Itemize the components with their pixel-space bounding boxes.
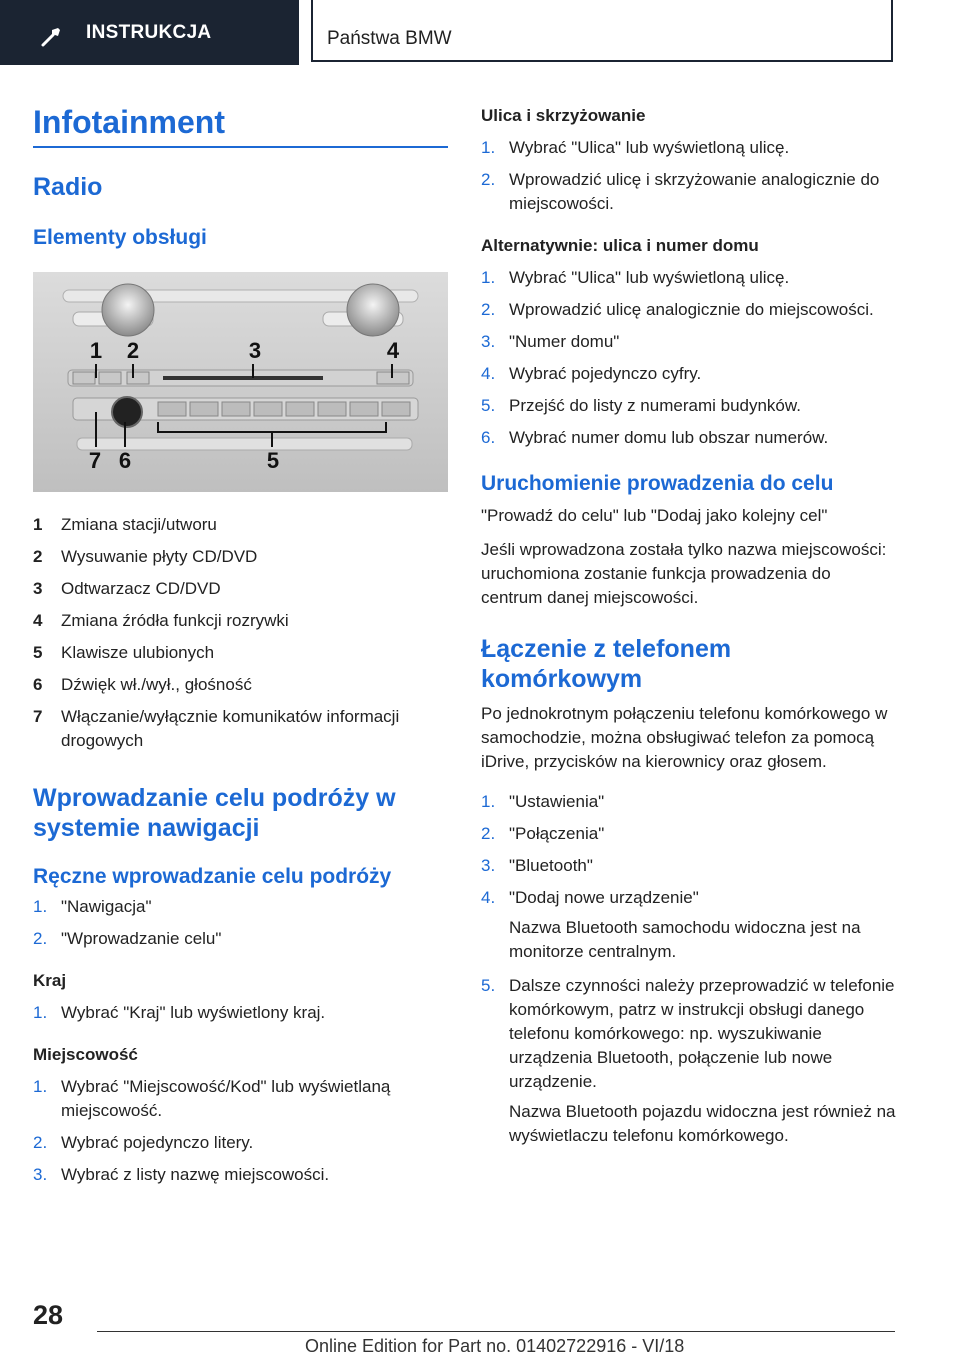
alternative-heading: Alternatywnie: ulica i numer domu <box>481 236 759 255</box>
list-item: 2. "Wprowadzanie celu" <box>33 929 222 948</box>
list-item: 6. Wybrać numer domu lub obszar numerów. <box>481 428 829 447</box>
list-item: 1. Wybrać "Kraj" lub wyświetlony kraj. <box>33 1003 326 1022</box>
list-item: 2. Wprowadzić ulicę i skrzyżowanie analogicznie do miejscowości. <box>481 170 880 213</box>
legend-item: 6 Dźwięk wł./wył., głośność <box>33 675 252 694</box>
list-item: 3. Wybrać z listy nazwę miejscowości. <box>33 1165 330 1184</box>
list-item: 2. Wprowadzić ulicę analogicznie do miejscowości. <box>481 300 874 319</box>
list-item: 5. Dalsze czynności należy przeprowadzić w telefonie komórkowym, patrz w instrukcji obsługi danego telefonu komórkowego: np. wyszukiwanie urządzenia Bluetooth, połączenie lub nowe urządzenie. <box>481 976 895 1091</box>
city-heading: Miejscowość <box>33 1045 138 1064</box>
wrench-icon <box>40 24 64 48</box>
edition-text: Online Edition for Part no. 01402722916 - VI/18 <box>305 1336 685 1356</box>
header-tab-label: INSTRUKCJA <box>86 22 212 43</box>
list-item: 2. "Połączenia" <box>481 824 605 843</box>
country-steps <box>33 1001 448 1025</box>
start-guidance-text-2: Jeśli wprowadzona została tylko nazwa miejscowości: uruchomiona zostanie funkcja prowadzenia do centrum danej miejscowości. <box>481 540 887 607</box>
title-rule <box>33 146 448 148</box>
list-item: 1. Wybrać "Miejscowość/Kod" lub wyświetlaną miejscowość. <box>33 1077 391 1120</box>
radio-control-panel-image <box>33 272 448 492</box>
controls-heading: Elementy obsługi <box>33 226 207 249</box>
manual-steps <box>33 895 448 951</box>
list-item: 2. Wybrać pojedynczo litery. <box>33 1133 254 1152</box>
manual-entry-heading: Ręczne wprowadzanie celu podróży <box>33 865 392 888</box>
legend-item: 4 Zmiana źródła funkcji rozrywki <box>33 611 289 630</box>
radio-heading: Radio <box>33 173 103 201</box>
city-steps <box>33 1075 448 1187</box>
phone-heading: Łączenie z telefonem komórkowym <box>481 635 732 693</box>
phone-steps-continued <box>481 974 896 1094</box>
diagram-label-5: 5 <box>266 448 280 473</box>
list-item: 4. Wybrać pojedynczo cyfry. <box>481 364 702 383</box>
step4-note: Nazwa Bluetooth samochodu widoczna jest na monitorze centralnym. <box>509 918 861 961</box>
diagram-label-2: 2 <box>126 338 140 363</box>
list-item: 3. "Numer domu" <box>481 332 620 351</box>
legend-item: 2 Wysuwanie płyty CD/DVD <box>33 547 258 566</box>
list-item: 1. "Ustawienia" <box>481 792 605 811</box>
header-section <box>311 0 893 62</box>
page-number: 28 <box>33 1300 64 1330</box>
controls-legend <box>33 513 448 753</box>
country-heading: Kraj <box>33 971 67 990</box>
legend-item: 3 Odtwarzacz CD/DVD <box>33 579 221 598</box>
diagram-label-7: 7 <box>88 448 102 473</box>
list-item: 1. Wybrać "Ulica" lub wyświetloną ulicę. <box>481 138 790 157</box>
section-title: Państwa BMW <box>327 28 452 49</box>
legend-item: 7 Włączanie/wyłącznie komunikatów informacji drogowych <box>33 707 400 750</box>
list-item: 4. "Dodaj nowe urządzenie" <box>481 888 699 907</box>
page-title: Infotainment <box>33 104 225 140</box>
start-guidance-heading: Uruchomienie prowadzenia do celu <box>481 472 834 495</box>
list-item: 1. Wybrać "Ulica" lub wyświetloną ulicę. <box>481 268 790 287</box>
diagram-label-1: 1 <box>89 338 103 363</box>
street-steps <box>481 136 896 216</box>
legend-item: 5 Klawisze ulubionych <box>33 643 215 662</box>
list-item: 5. Przejść do listy z numerami budynków. <box>481 396 801 415</box>
left-column <box>33 100 448 1195</box>
list-item: 3. "Bluetooth" <box>481 856 593 875</box>
step5-note: Nazwa Bluetooth pojazdu widoczna jest również na wyświetlaczu telefonu komórkowego. <box>509 1102 896 1145</box>
legend-item: 1 Zmiana stacji/utworu <box>33 515 217 534</box>
phone-steps <box>481 790 896 910</box>
header-tab[interactable] <box>0 0 299 65</box>
street-heading: Ulica i skrzyżowanie <box>481 106 646 125</box>
diagram-label-6: 6 <box>118 448 132 473</box>
list-item: 1. "Nawigacja" <box>33 897 152 916</box>
right-column <box>481 100 896 1158</box>
diagram-label-4: 4 <box>386 338 400 363</box>
diagram-label-3: 3 <box>248 338 262 363</box>
navigation-heading: Wprowadzanie celu podróży w systemie nawigacji <box>33 784 396 842</box>
phone-intro: Po jednokrotnym połączeniu telefonu komórkowego w samochodzie, można obsługiwać telefon za pomocą iDrive, przycisków na kierownicy oraz głosem. <box>481 704 888 771</box>
alternative-steps <box>481 266 896 450</box>
start-guidance-text-1: "Prowadź do celu" lub "Dodaj jako kolejny cel" <box>481 506 828 525</box>
footer-rule <box>97 1331 895 1332</box>
